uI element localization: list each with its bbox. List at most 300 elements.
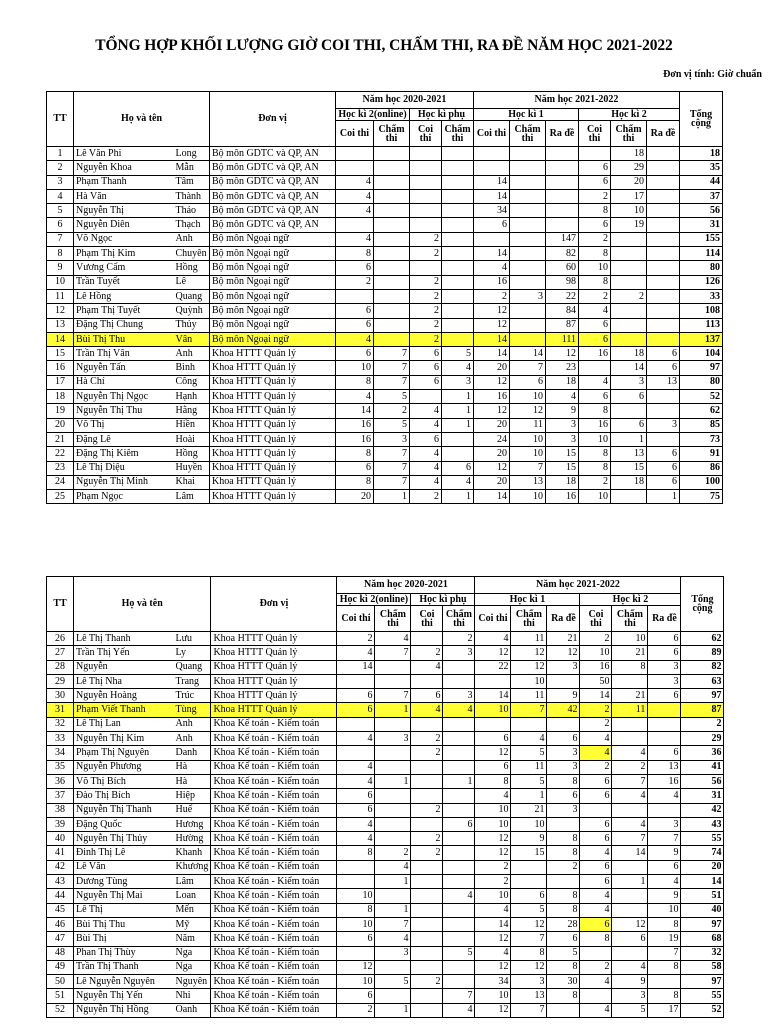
cell-unit: Bộ môn GDTC và QP, AN: [210, 175, 336, 189]
cell-tt: 4: [47, 189, 74, 203]
cell-hk2online-coithi: [336, 161, 374, 175]
cell-hk1-coithi: 12: [474, 461, 510, 475]
cell-hk2-chamthi: 3: [612, 989, 648, 1003]
cell-hk2-chamthi: 15: [611, 461, 647, 475]
cell-hkphu-coithi: 2: [411, 732, 443, 746]
cell-hk2online-chamthi: [375, 817, 411, 831]
cell-first-name: Hà: [174, 760, 211, 774]
cell-hk2online-chamthi: 1: [375, 1003, 411, 1017]
cell-unit: Khoa Kế toán - Kiểm toán: [211, 989, 337, 1003]
cell-hkphu-coithi: 2: [410, 247, 442, 261]
cell-unit: Khoa HTTT Quản lý: [211, 674, 337, 688]
cell-tt: 38: [47, 803, 74, 817]
cell-hk2-rade: [648, 975, 681, 989]
cell-hk2-coithi: [580, 803, 612, 817]
cell-hk2-coithi: 4: [580, 1003, 612, 1017]
cell-total: 74: [681, 846, 724, 860]
table-row: [47, 204, 723, 218]
cell-hk1-rade: 12: [546, 347, 579, 361]
cell-hk2-rade: [647, 275, 680, 289]
header-rade: Ra đề: [647, 121, 680, 147]
cell-hk2-coithi: 6: [580, 817, 612, 831]
cell-tt: 34: [47, 746, 74, 760]
cell-unit: Bộ môn GDTC và QP, AN: [210, 204, 336, 218]
cell-hk2online-chamthi: 4: [375, 932, 411, 946]
cell-hk1-rade: [547, 875, 580, 889]
cell-hk2online-coithi: 4: [336, 332, 374, 346]
cell-hk1-rade: 8: [547, 903, 580, 917]
cell-hk1-coithi: 12: [474, 318, 510, 332]
cell-hk2-coithi: 4: [580, 903, 612, 917]
cell-hk2-coithi: 50: [580, 674, 612, 688]
cell-hk2-coithi: 10: [580, 646, 612, 660]
cell-hk1-coithi: 14: [474, 332, 510, 346]
header-coithi: Coi thi: [411, 606, 443, 632]
cell-hk2-rade: 10: [648, 903, 681, 917]
cell-hkphu-chamthi: [443, 717, 475, 731]
cell-hk1-coithi: 4: [475, 632, 511, 646]
cell-hkphu-coithi: [411, 946, 443, 960]
cell-tt: 17: [47, 375, 74, 389]
cell-hkphu-coithi: [411, 889, 443, 903]
cell-first-name: Thảo: [174, 204, 210, 218]
cell-hk2online-coithi: [337, 946, 375, 960]
cell-total: 32: [681, 946, 724, 960]
table-row: [47, 375, 723, 389]
cell-hkphu-chamthi: [443, 860, 475, 874]
table-row: [47, 803, 724, 817]
cell-tt: 46: [47, 917, 74, 931]
cell-hk2online-coithi: [337, 875, 375, 889]
header-hk2online: Học kì 2(online): [336, 109, 410, 121]
cell-total: 20: [681, 860, 724, 874]
cell-hkphu-chamthi: 5: [442, 347, 474, 361]
cell-unit: Khoa Kế toán - Kiểm toán: [211, 932, 337, 946]
cell-hk2online-coithi: 8: [336, 447, 374, 461]
cell-last-name: Đặng Quốc: [74, 817, 174, 831]
cell-tt: 50: [47, 975, 74, 989]
header-total: Tổng cộng: [681, 577, 724, 632]
cell-hk2-chamthi: 18: [611, 347, 647, 361]
cell-hk2-rade: 16: [648, 774, 681, 788]
table-row: [47, 889, 724, 903]
cell-hk2online-coithi: 6: [336, 261, 374, 275]
cell-hk2-chamthi: [612, 903, 648, 917]
cell-last-name: Phạm Thị Nguyên: [74, 746, 174, 760]
cell-hkphu-coithi: 2: [410, 490, 442, 504]
cell-unit: Khoa HTTT Quản lý: [211, 646, 337, 660]
cell-hk2-coithi: 6: [579, 390, 611, 404]
cell-hk1-coithi: 34: [474, 204, 510, 218]
cell-hk2online-chamthi: 1: [375, 875, 411, 889]
cell-hkphu-coithi: [410, 390, 442, 404]
table-row: [47, 347, 723, 361]
cell-hk2-coithi: [580, 989, 612, 1003]
cell-total: 52: [680, 390, 723, 404]
cell-hk1-rade: [546, 218, 579, 232]
cell-hk2-rade: 19: [648, 932, 681, 946]
header-coithi: Coi thi: [410, 121, 442, 147]
cell-hk1-chamthi: 10: [510, 447, 546, 461]
cell-total: 40: [681, 903, 724, 917]
cell-hkphu-coithi: 2: [410, 275, 442, 289]
cell-hk2online-coithi: [336, 147, 374, 161]
cell-hk2-coithi: 8: [580, 932, 612, 946]
cell-hk2-coithi: 8: [579, 247, 611, 261]
table-row: [47, 218, 723, 232]
cell-unit: Khoa Kế toán - Kiểm toán: [211, 832, 337, 846]
cell-unit: Khoa Kế toán - Kiểm toán: [211, 774, 337, 788]
cell-tt: 30: [47, 689, 74, 703]
cell-hk2online-chamthi: 3: [374, 432, 410, 446]
cell-hk1-chamthi: 7: [511, 932, 547, 946]
table-row: [47, 161, 723, 175]
cell-hkphu-coithi: 2: [411, 846, 443, 860]
cell-hk1-rade: [547, 1003, 580, 1017]
cell-first-name: Lưu: [174, 632, 211, 646]
cell-hk1-chamthi: 6: [510, 375, 546, 389]
cell-hk2online-chamthi: [375, 803, 411, 817]
cell-hkphu-coithi: 2: [410, 318, 442, 332]
cell-hk2-rade: 6: [647, 475, 680, 489]
cell-hk1-chamthi: 12: [510, 404, 546, 418]
cell-unit: Bộ môn GDTC và QP, AN: [210, 161, 336, 175]
cell-last-name: Đào Thị Bích: [74, 789, 174, 803]
cell-hkphu-coithi: [411, 989, 443, 1003]
cell-hkphu-coithi: 6: [410, 432, 442, 446]
cell-hkphu-chamthi: 5: [443, 946, 475, 960]
cell-hk2-rade: 6: [647, 347, 680, 361]
cell-unit: Khoa HTTT Quản lý: [211, 689, 337, 703]
cell-hk2online-coithi: 4: [336, 175, 374, 189]
page-title: TỔNG HỢP KHỐI LƯỢNG GIỜ COI THI, CHẤM THI, RA ĐỀ NĂM HỌC 2021-2022: [95, 37, 673, 54]
header-hk2: Học kì 2: [580, 594, 681, 606]
cell-hk1-coithi: 12: [474, 404, 510, 418]
cell-hk1-rade: 3: [546, 432, 579, 446]
cell-hk1-chamthi: 13: [510, 475, 546, 489]
cell-unit: Bộ môn Ngoại ngữ: [210, 247, 336, 261]
cell-unit: Khoa HTTT Quản lý: [210, 418, 336, 432]
cell-hk2-rade: [648, 732, 681, 746]
cell-hk2online-coithi: 8: [337, 846, 375, 860]
cell-tt: 40: [47, 832, 74, 846]
cell-hk2-rade: 3: [647, 418, 680, 432]
cell-last-name: Lê Thị Nha: [74, 674, 174, 688]
cell-last-name: Phan Thị Thùy: [74, 946, 174, 960]
cell-hk2-chamthi: [611, 275, 647, 289]
cell-hk2-chamthi: 13: [611, 447, 647, 461]
cell-hkphu-chamthi: [442, 447, 474, 461]
cell-total: 42: [681, 803, 724, 817]
cell-hk2online-chamthi: [374, 261, 410, 275]
cell-first-name: Trúc: [174, 689, 211, 703]
cell-hk2online-chamthi: [374, 204, 410, 218]
cell-total: 80: [680, 261, 723, 275]
cell-hk1-rade: 4: [546, 390, 579, 404]
cell-hk2online-chamthi: 7: [374, 375, 410, 389]
cell-hk1-chamthi: 11: [511, 689, 547, 703]
cell-hk2online-coithi: 20: [336, 490, 374, 504]
cell-hk1-rade: 60: [546, 261, 579, 275]
cell-total: 97: [680, 361, 723, 375]
cell-hk2online-coithi: 6: [337, 703, 375, 717]
cell-last-name: Đặng Thị Kiêm: [74, 447, 174, 461]
cell-hk2-rade: 7: [648, 832, 681, 846]
cell-hk1-coithi: 14: [475, 689, 511, 703]
cell-hk2online-chamthi: [374, 304, 410, 318]
table-row: [47, 674, 724, 688]
cell-hk1-chamthi: [510, 161, 546, 175]
cell-hkphu-coithi: 4: [410, 404, 442, 418]
cell-unit: Khoa HTTT Quản lý: [210, 347, 336, 361]
cell-hk2online-chamthi: 3: [375, 946, 411, 960]
cell-hk2-rade: 17: [648, 1003, 681, 1017]
cell-total: 62: [680, 404, 723, 418]
cell-hk1-chamthi: 5: [511, 903, 547, 917]
table-row: [47, 318, 723, 332]
cell-hk2online-chamthi: 1: [375, 703, 411, 717]
cell-hk2-chamthi: 18: [611, 147, 647, 161]
cell-first-name: Nga: [174, 946, 211, 960]
cell-hk2online-chamthi: [374, 189, 410, 203]
cell-hk1-chamthi: 10: [511, 674, 547, 688]
cell-hk2-rade: 7: [648, 946, 681, 960]
cell-hk2-chamthi: 21: [612, 646, 648, 660]
cell-hk1-rade: 87: [546, 318, 579, 332]
cell-hk2-coithi: 4: [579, 375, 611, 389]
cell-hkphu-coithi: [411, 1003, 443, 1017]
cell-hk2-chamthi: [612, 889, 648, 903]
cell-hkphu-chamthi: [442, 275, 474, 289]
cell-hk2-coithi: 2: [580, 632, 612, 646]
cell-hk2online-coithi: [337, 674, 375, 688]
cell-hk2-chamthi: 18: [611, 475, 647, 489]
cell-total: 137: [680, 332, 723, 346]
cell-hk2-rade: 6: [648, 646, 681, 660]
summary-table-2: [46, 576, 724, 1018]
cell-tt: 37: [47, 789, 74, 803]
cell-hk2online-coithi: 12: [337, 960, 375, 974]
cell-hkphu-chamthi: 3: [443, 646, 475, 660]
cell-unit: Khoa Kế toán - Kiểm toán: [211, 846, 337, 860]
cell-hkphu-coithi: 2: [410, 332, 442, 346]
cell-hkphu-chamthi: 1: [443, 774, 475, 788]
cell-hk1-rade: [547, 817, 580, 831]
cell-tt: 27: [47, 646, 74, 660]
cell-hk2online-chamthi: [374, 332, 410, 346]
cell-hk2-coithi: 6: [580, 789, 612, 803]
cell-hkphu-chamthi: 4: [442, 361, 474, 375]
cell-last-name: Vương Cẩm: [74, 261, 174, 275]
cell-hk2-chamthi: 6: [611, 418, 647, 432]
cell-hkphu-coithi: 6: [411, 689, 443, 703]
cell-hkphu-chamthi: [443, 975, 475, 989]
cell-last-name: Phạm Thanh: [74, 175, 174, 189]
cell-hkphu-chamthi: 6: [443, 817, 475, 831]
cell-tt: 21: [47, 432, 74, 446]
cell-hk1-chamthi: 12: [511, 960, 547, 974]
cell-last-name: Nguyễn Tấn: [74, 361, 174, 375]
cell-hk1-chamthi: [510, 247, 546, 261]
table-row: [47, 875, 724, 889]
cell-hk1-chamthi: 11: [510, 418, 546, 432]
cell-first-name: Trang: [174, 674, 211, 688]
cell-hk2online-chamthi: [375, 674, 411, 688]
cell-last-name: Lê Văn Phi: [74, 147, 174, 161]
cell-first-name: Tâm: [174, 175, 210, 189]
cell-hkphu-chamthi: [442, 332, 474, 346]
cell-hk2-coithi: 16: [579, 347, 611, 361]
cell-total: 86: [680, 461, 723, 475]
cell-hk2-chamthi: [611, 318, 647, 332]
cell-total: 51: [681, 889, 724, 903]
cell-hk1-coithi: 12: [475, 646, 511, 660]
cell-hk2-chamthi: 11: [612, 703, 648, 717]
cell-hk1-coithi: 12: [475, 832, 511, 846]
cell-hk2-coithi: [579, 147, 611, 161]
cell-hk1-chamthi: 3: [511, 975, 547, 989]
cell-first-name: Anh: [174, 232, 210, 246]
cell-hk2online-chamthi: [375, 746, 411, 760]
cell-tt: 10: [47, 275, 74, 289]
cell-hk2-coithi: 6: [579, 161, 611, 175]
header-coithi: Coi thi: [580, 606, 612, 632]
cell-hk2-rade: 6: [648, 746, 681, 760]
cell-first-name: Vân: [174, 332, 210, 346]
cell-hk1-chamthi: [511, 717, 547, 731]
cell-hk2-chamthi: 8: [612, 660, 648, 674]
table-row: [47, 390, 723, 404]
cell-hk2-coithi: 2: [579, 189, 611, 203]
cell-last-name: Nguyễn Thị Ngọc: [74, 390, 174, 404]
cell-hk1-coithi: 16: [474, 275, 510, 289]
cell-last-name: Trần Tuyết: [74, 275, 174, 289]
cell-tt: 3: [47, 175, 74, 189]
cell-hk2-coithi: 8: [579, 404, 611, 418]
cell-hkphu-coithi: 2: [410, 289, 442, 303]
cell-unit: Khoa Kế toán - Kiểm toán: [211, 746, 337, 760]
cell-hk1-coithi: 10: [475, 803, 511, 817]
cell-hk1-rade: [546, 175, 579, 189]
cell-hk2-rade: [647, 175, 680, 189]
cell-hk1-coithi: 20: [474, 418, 510, 432]
cell-tt: 28: [47, 660, 74, 674]
cell-first-name: Hiền: [174, 418, 210, 432]
cell-hk2online-chamthi: 7: [374, 347, 410, 361]
cell-hk2online-chamthi: [375, 660, 411, 674]
cell-tt: 29: [47, 674, 74, 688]
cell-hk2-rade: 4: [648, 875, 681, 889]
cell-hk2-chamthi: [611, 404, 647, 418]
cell-total: 56: [681, 774, 724, 788]
cell-hkphu-coithi: 4: [411, 660, 443, 674]
table-row: [47, 703, 724, 717]
cell-hk1-chamthi: [510, 189, 546, 203]
header-unit: Đơn vị: [211, 577, 337, 632]
cell-last-name: Trần Thị Vân: [74, 347, 174, 361]
cell-total: 58: [681, 960, 724, 974]
cell-first-name: Hồng: [174, 447, 210, 461]
cell-hk1-chamthi: 7: [510, 461, 546, 475]
cell-hkphu-coithi: [411, 774, 443, 788]
cell-hk1-coithi: 10: [475, 989, 511, 1003]
cell-hk2-rade: 6: [647, 447, 680, 461]
cell-last-name: Lê Văn: [74, 860, 174, 874]
cell-hk1-chamthi: [510, 261, 546, 275]
header-rade: Ra đề: [546, 121, 579, 147]
cell-hk1-chamthi: 6: [511, 889, 547, 903]
cell-hk2-chamthi: [612, 732, 648, 746]
cell-last-name: Phạm Thị Kim: [74, 247, 174, 261]
cell-hk1-chamthi: 1: [511, 789, 547, 803]
cell-hk2online-chamthi: 3: [375, 732, 411, 746]
cell-hk2-chamthi: 4: [612, 789, 648, 803]
cell-total: 85: [680, 418, 723, 432]
cell-hk2-chamthi: 4: [612, 817, 648, 831]
cell-hk2online-chamthi: [375, 789, 411, 803]
cell-total: 113: [680, 318, 723, 332]
unit-note: Đơn vị tính: Giờ chuẩn: [663, 69, 762, 80]
cell-hkphu-coithi: [411, 903, 443, 917]
cell-hk2-rade: 4: [648, 789, 681, 803]
cell-hk2-rade: 6: [648, 632, 681, 646]
cell-hk2-chamthi: 5: [612, 1003, 648, 1017]
table-row: [47, 490, 723, 504]
cell-hk2-rade: 3: [648, 660, 681, 674]
cell-hk2online-chamthi: 4: [375, 632, 411, 646]
cell-unit: Khoa HTTT Quản lý: [210, 404, 336, 418]
cell-tt: 32: [47, 717, 74, 731]
cell-first-name: Nga: [174, 960, 211, 974]
cell-hk1-coithi: 24: [474, 432, 510, 446]
cell-hk2-coithi: 10: [579, 432, 611, 446]
cell-tt: 1: [47, 147, 74, 161]
cell-first-name: Anh: [174, 732, 211, 746]
cell-hk1-coithi: [475, 674, 511, 688]
table-row: [47, 475, 723, 489]
cell-hk2-chamthi: 20: [611, 175, 647, 189]
cell-hk1-coithi: 4: [475, 789, 511, 803]
cell-hk2-coithi: 2: [580, 760, 612, 774]
table-row: [47, 261, 723, 275]
cell-hkphu-coithi: [410, 175, 442, 189]
cell-hk1-coithi: 12: [475, 1003, 511, 1017]
cell-last-name: Bùi Thị Thu: [74, 332, 174, 346]
cell-first-name: Lê: [174, 275, 210, 289]
cell-tt: 48: [47, 946, 74, 960]
cell-unit: Khoa Kế toán - Kiểm toán: [211, 903, 337, 917]
cell-hkphu-coithi: [410, 204, 442, 218]
cell-first-name: Quang: [174, 289, 210, 303]
cell-hkphu-chamthi: [442, 161, 474, 175]
cell-hk2online-chamthi: 7: [374, 447, 410, 461]
cell-hkphu-coithi: [411, 789, 443, 803]
cell-unit: Khoa HTTT Quản lý: [210, 447, 336, 461]
cell-hkphu-coithi: 2: [411, 646, 443, 660]
cell-tt: 42: [47, 860, 74, 874]
cell-hk1-rade: 3: [547, 746, 580, 760]
cell-tt: 39: [47, 817, 74, 831]
cell-hk2online-coithi: 6: [336, 461, 374, 475]
cell-hk2-chamthi: 4: [612, 960, 648, 974]
cell-total: 68: [681, 932, 724, 946]
cell-hk1-chamthi: [510, 175, 546, 189]
cell-hkphu-chamthi: [442, 289, 474, 303]
cell-tt: 44: [47, 889, 74, 903]
cell-first-name: Khương: [174, 860, 211, 874]
cell-hk2online-chamthi: [374, 318, 410, 332]
cell-hk1-chamthi: 10: [510, 390, 546, 404]
